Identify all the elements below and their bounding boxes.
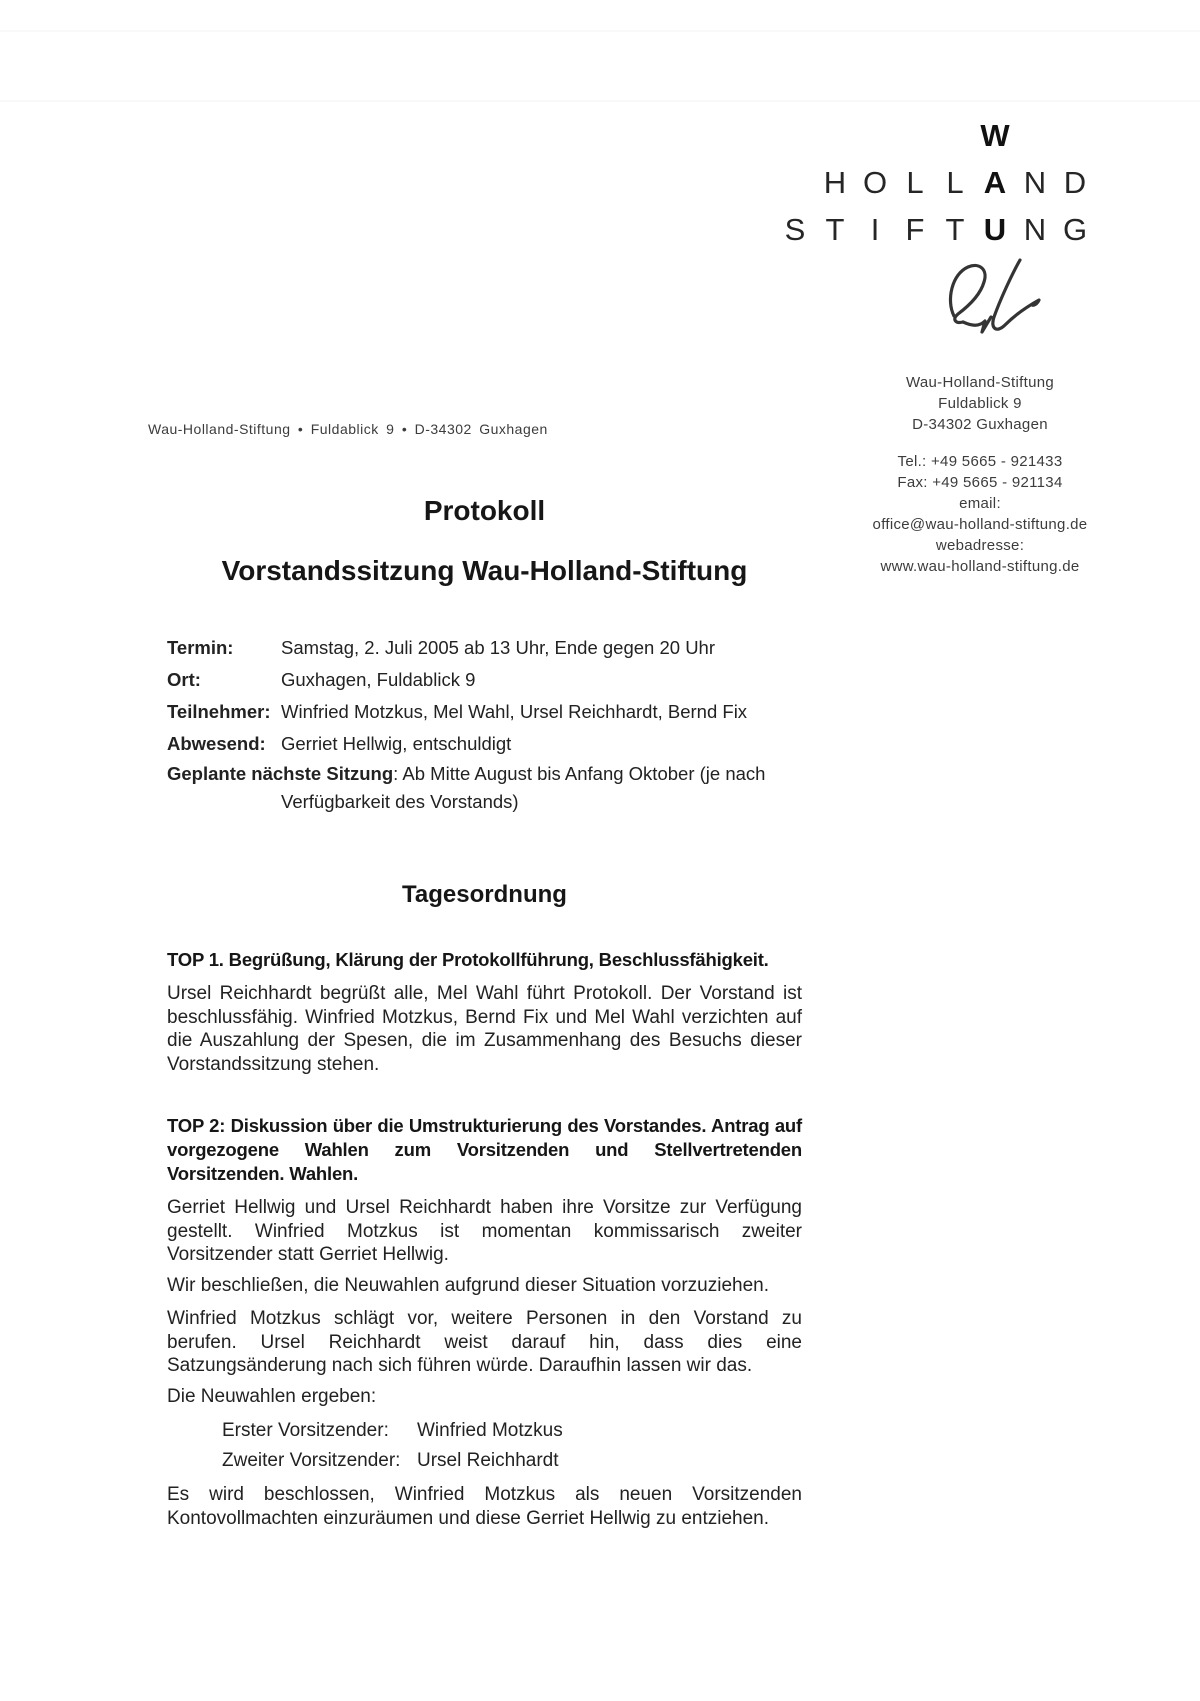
wau-holland-stiftung-wordmark	[775, 112, 1095, 253]
wordmark-letter: L	[906, 164, 924, 200]
scan-artifact-line	[0, 30, 1200, 32]
meta-label: Termin:	[167, 637, 234, 658]
wordmark-letter: S	[784, 211, 806, 247]
meta-row-next-meeting	[167, 760, 802, 816]
meta-value: Samstag, 2. Juli 2005 ab 13 Uhr, Ende gegen 20 Uhr	[281, 637, 716, 658]
wordmark-letter: L	[946, 164, 964, 200]
meta-value: : Ab Mitte August bis Anfang Oktober (je nach Verfügbarkeit des Vorstands)	[281, 763, 766, 812]
wordmark-letter: A	[983, 164, 1007, 200]
contact-web: www.wau-holland-stiftung.de	[880, 558, 1080, 575]
contact-web-label: webadresse:	[935, 537, 1025, 554]
contact-email-label: email:	[959, 495, 1001, 512]
contact-city: D-34302 Guxhagen	[912, 416, 1048, 433]
top2-paragraph-1: Gerriet Hellwig und Ursel Reichhardt haben ihre Vorsitze zur Verfügung gestellt. Winfried Motzkus ist momentan kommissarisch zweiter Vorsitzender statt Gerriet Hellwig.	[167, 1197, 802, 1265]
contact-spacer	[855, 435, 1105, 451]
meta-label: Abwesend:	[167, 733, 266, 754]
wordmark-letter: N	[1023, 164, 1047, 200]
meta-label: Teilnehmer:	[167, 701, 271, 722]
result-role: Erster Vorsitzender:	[222, 1420, 389, 1441]
top2-paragraph-2: Wir beschließen, die Neuwahlen aufgrund dieser Situation vorzuziehen.	[167, 1274, 770, 1296]
contact-tel: Tel.: +49 5665 - 921433	[897, 453, 1063, 470]
wordmark-line-2	[775, 159, 1095, 206]
contact-org: Wau-Holland-Stiftung	[905, 374, 1054, 391]
wordmark-letter: W	[980, 117, 1010, 153]
meta-label: Ort:	[167, 669, 201, 690]
wordmark-letter: I	[870, 211, 880, 247]
meta-row-termin	[167, 632, 802, 664]
meta-row-teilnehmer	[167, 696, 802, 728]
result-name: Ursel Reichhardt	[417, 1450, 559, 1471]
wordmark-letter: T	[945, 211, 965, 247]
contact-fax: Fax: +49 5665 - 921134	[897, 474, 1063, 491]
meta-value: Guxhagen, Fuldablick 9	[281, 669, 476, 690]
page-title: Protokoll	[423, 495, 546, 526]
result-name: Winfried Motzkus	[417, 1420, 563, 1441]
wordmark-line-3	[775, 206, 1095, 253]
contact-block	[855, 372, 1105, 577]
wordmark-letter: U	[983, 211, 1007, 247]
document-body	[167, 494, 802, 1530]
wordmark-letter: F	[905, 211, 925, 247]
scan-artifact-line	[0, 100, 1200, 102]
wordmark-letter: T	[825, 211, 845, 247]
contact-street: Fuldablick 9	[938, 395, 1022, 412]
agenda-heading: Tagesordnung	[402, 881, 567, 908]
result-role: Zweiter Vorsitzender:	[222, 1450, 401, 1471]
page-subtitle: Vorstandssitzung Wau-Holland-Stiftung	[221, 555, 748, 586]
wordmark-line-1	[775, 112, 1095, 159]
wordmark-letter: G	[1062, 211, 1088, 247]
election-result-row	[167, 1446, 802, 1476]
meta-row-abwesend	[167, 728, 802, 760]
meta-value: Winfried Motzkus, Mel Wahl, Ursel Reichhardt, Bernd Fix	[281, 701, 748, 722]
top1-paragraph: Ursel Reichhardt begrüßt alle, Mel Wahl führt Protokoll. Der Vorstand ist beschlussfähig. Winfried Motzkus, Bernd Fix und Mel Wahl verzichten auf die Auszahlung der Spesen, die im Zusammenhang des Besuchs dieser Vorstandssitzung stehen.	[167, 983, 802, 1075]
top2-paragraph-3: Winfried Motzkus schlägt vor, weitere Personen in den Vorstand zu berufen. Ursel Reichhardt weist darauf hin, dass dies eine Satzungsänderung nach sich führen würde. Daraufhin lassen wir das.	[167, 1308, 802, 1376]
top2-paragraph-5: Es wird beschlossen, Winfried Motzkus als neuen Vorsitzenden Kontovollmachten einzuräumen und diese Gerriet Hellwig zu entziehen.	[167, 1484, 802, 1529]
wordmark-letter: H	[823, 164, 847, 200]
wordmark-letter: N	[1023, 211, 1047, 247]
wordmark-letter: O	[862, 164, 888, 200]
election-result-row	[167, 1416, 802, 1446]
top2-paragraph-4: Die Neuwahlen ergeben:	[167, 1385, 377, 1407]
signature-icon	[942, 256, 1042, 338]
meta-label: Geplante nächste Sitzung	[167, 763, 394, 784]
contact-email: office@wau-holland-stiftung.de	[872, 516, 1088, 533]
meta-value: Gerriet Hellwig, entschuldigt	[281, 733, 512, 754]
meta-row-ort	[167, 664, 802, 696]
wordmark-letter: D	[1063, 164, 1087, 200]
meeting-meta	[167, 632, 802, 816]
top2-heading: TOP 2: Diskussion über die Umstrukturierung des Vorstandes. Antrag auf vorgezogene Wahlen zum Vorsitzenden und Stellvertretenden Vorsitzenden. Wahlen.	[167, 1115, 802, 1184]
top1-heading: TOP 1. Begrüßung, Klärung der Protokollführung, Beschlussfähigkeit.	[167, 949, 769, 970]
sender-line: Wau-Holland-Stiftung • Fuldablick 9 • D-34302 Guxhagen	[148, 421, 548, 437]
